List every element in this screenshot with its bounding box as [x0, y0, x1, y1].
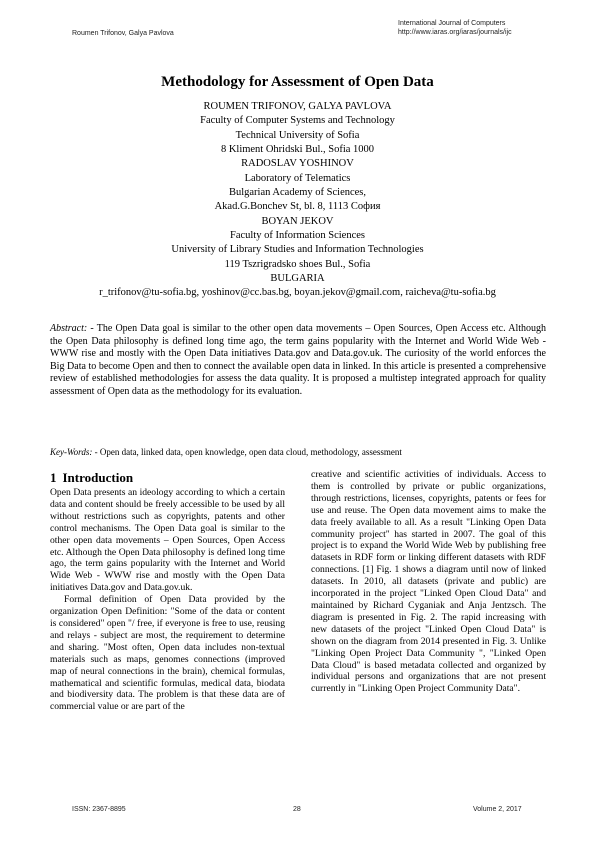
journal-url[interactable]: http://www.iaras.org/iaras/journals/ijc [398, 29, 512, 36]
body-paragraph: Formal definition of Open Data provided by the organization Open Definition: "Some of the data or content is considered" open "/ free, if everyone is free to use, reusing and relays - subject are most, the requirement to determine and sharing. "Most often, Open data includes non-textual materials such as maps, genomes connections (improved map of neural connections in the brain), chemical formulas, mathematical and scientific formulas, medical data, biodata and biodiversity data. The problem is that these data are of commercial value or are part of the [50, 594, 285, 713]
affiliation-line: Laboratory of Telematics [244, 172, 351, 184]
page-number: 28 [293, 806, 301, 813]
section-number: 1 [50, 470, 57, 485]
affiliation-line: Bulgarian Academy of Sciences, [228, 187, 367, 199]
left-column [50, 470, 285, 713]
running-header-authors: Roumen Trifonov, Galya Pavlova [72, 30, 174, 37]
body-paragraph: creative and scientific activities of individuals. Access to them is controlled by private or public organizations, through restrictions, licenses, copyrights, patents or fees for use and reuse. The Open data movement aims to make the data freely available to all. As a result "Linking Open Data community project" has started in 2007. The goal of this project is to expand the World Wide Web by publishing free datasets in RDF form or linking different datasets with RDF connections. [1] Fig. 1 shows a diagram until now of linked datasets. In 2010, all datasets (private and public) are incorporated in the project "Linked Open Cloud Data" and maintained by Richard Cyganiak and Anja Jentzsch. The diagram is presented in Fig. 2. The rapid increasing with new datasets of the project "Linked Open Cloud Data" is shown on the diagram from 2014 presented in Fig. 3. Unlike "Linking Open Project Data Community ", "Linked Open Data Cloud" is based metadata collected and organized by individual persons and organizations that are not present currently in "Linking Open Project Community Data". [311, 469, 546, 695]
affiliation-line: 8 Kliment Ohridski Bul., Sofia 1000 [220, 144, 375, 156]
section-heading [50, 470, 285, 486]
abstract [50, 323, 546, 399]
keywords [50, 446, 546, 458]
affiliation-line: Faculty of Computer Systems and Technology [200, 115, 395, 127]
author-names-1: ROUMEN TRIFONOV, GALYA PAVLOVA [203, 101, 392, 112]
abstract-text: - The Open Data goal is similar to the other open data movements – Open Sources, Open Access etc. Although the Open Data philosophy is defined long time ago, the term gains popularity with the Internet and World Wide Web - WWW rise and mostly with the Open Data initiatives Data.gov and Data.gov.uk. The curiosity of the world enforces the Big Data to become Open and then to connect the available open data in linked. In this article is presented a comprehensive review of established methodologies for assess the data quality. It is proposed a multistep integrated approach for quality assessment of Open data as the methodology for its evaluation. [50, 323, 546, 397]
affiliation-line: Faculty of Information Sciences [229, 230, 365, 242]
footer-issn: ISSN: 2367-8895 [72, 806, 126, 813]
paper-title: Methodology for Assessment of Open Data [161, 74, 434, 90]
affiliation-country: BULGARIA [270, 273, 325, 285]
journal-name: International Journal of Computers [398, 20, 506, 27]
author-names-3: BOYAN JEKOV [261, 215, 334, 227]
section-title: Introduction [62, 470, 134, 485]
abstract-label: Abstract: [50, 323, 88, 334]
affiliation-line: Technical University of Sofia [235, 129, 360, 141]
affiliation-line: 119 Tszrigradsko shoes Bul., Sofia [224, 258, 371, 270]
keywords-label: Key-Words: [50, 447, 93, 457]
author-affiliations [30, 100, 565, 301]
keywords-text: - Open data, linked data, open knowledge, open data cloud, methodology, assessment [92, 447, 402, 457]
right-column [311, 469, 546, 695]
author-emails: r_trifonov@tu-sofia.bg, yoshinov@cc.bas.bg, boyan.jekov@gmail.com, raicheva@tu-sofia.bg [99, 287, 496, 299]
running-header-journal [398, 19, 512, 37]
affiliation-line: University of Library Studies and Information Technologies [171, 244, 424, 256]
footer-volume: Volume 2, 2017 [473, 806, 522, 813]
affiliation-line: Akad.G.Bonchev St, bl. 8, 1113 София [214, 201, 381, 213]
body-paragraph: Open Data presents an ideology according to which a certain data and content should be freely accessible to be used by all without restrictions such as copyrights, patents and other control mechanisms. The Open Data goal is similar to the other open data movements – Open Sources, Open Access etc. Although the Open Data philosophy is defined long time ago, the term gains popularity with the Internet and World Wide Web - WWW rise and mostly with the Open Data initiatives Data.gov and Data.gov.uk. [50, 487, 285, 594]
author-names-2: RADOSLAV YOSHINOV [241, 158, 354, 170]
